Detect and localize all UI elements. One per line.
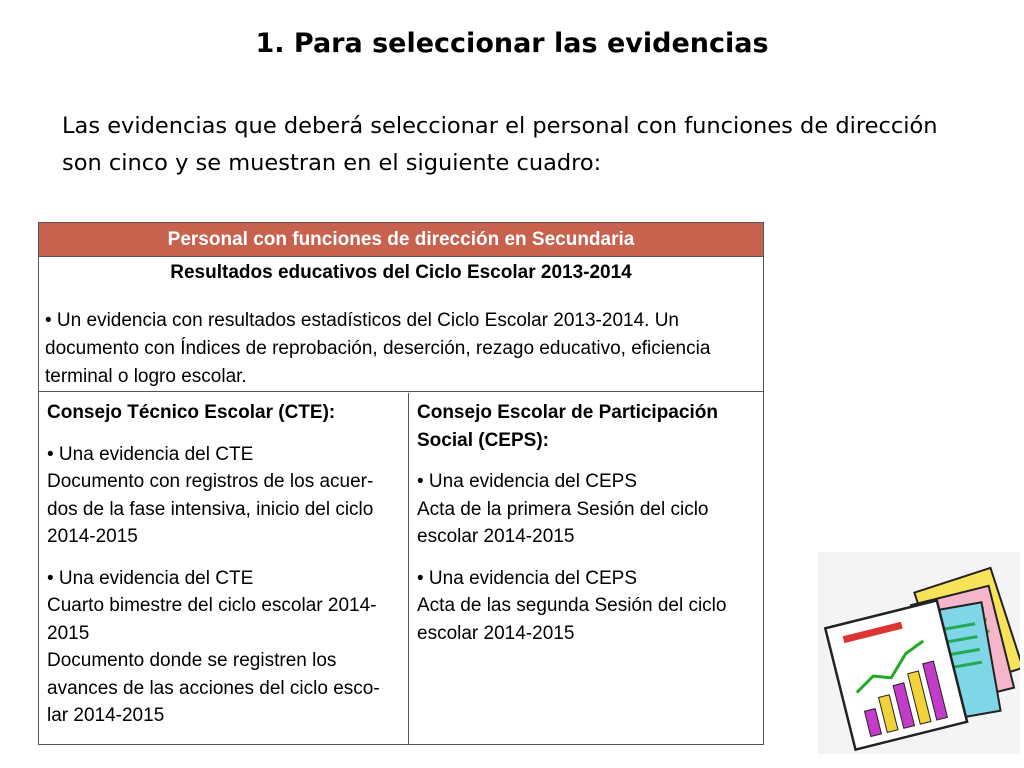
intro-paragraph: Las evidencias que deberá seleccionar el personal con funciones de dirección son cinco y se muestran en el siguiente cuadro: xyxy=(62,113,938,176)
cte-item-1-title: • Una evidencia del CTE xyxy=(47,443,254,465)
slide-title: 1. Para seleccionar las evidencias xyxy=(255,28,769,59)
cte-item-2-title: • Una evidencia del CTE xyxy=(47,567,254,589)
cte-heading: Consejo Técnico Escolar (CTE): xyxy=(47,402,336,423)
report-charts-icon xyxy=(818,552,1020,754)
table-header: Personal con funciones de dirección en Secundaria xyxy=(39,223,763,257)
cte-item-2 xyxy=(47,565,400,730)
cte-column xyxy=(39,393,409,744)
evidence-table xyxy=(38,222,764,745)
ceps-item-1-title: • Una evidencia del CEPS xyxy=(417,471,637,492)
cte-item-2-text: Cuarto bimestre del ciclo escolar 2014-2015 xyxy=(47,595,377,644)
ceps-item-2-text: Acta de las segunda Sesión del ciclo escolar 2014-2015 xyxy=(417,595,727,644)
ceps-item-2 xyxy=(417,565,755,648)
results-subtitle: Resultados educativos del Ciclo Escolar 2013-2014 xyxy=(170,262,632,283)
cte-item-1 xyxy=(47,441,400,551)
ceps-column xyxy=(409,393,763,744)
ceps-heading: Consejo Escolar de Participación Social (CEPS): xyxy=(417,402,718,451)
ceps-item-1-text: Acta de la primera Sesión del ciclo escolar 2014-2015 xyxy=(417,498,709,547)
cte-item-2-text-2: Documento donde se registren los avances de las acciones del ciclo esco-lar 2014-2015 xyxy=(47,650,380,726)
results-bullet: • Un evidencia con resultados estadísticos del Ciclo Escolar 2013-2014. Un documento con Índices de reprobación, deserción, rezago educativo, eficiencia terminal o logro escolar. xyxy=(45,310,711,387)
cte-item-1-text: Documento con registros de los acuer-dos de la fase intensiva, inicio del ciclo 2014-2015 xyxy=(47,471,374,547)
results-section xyxy=(39,257,763,392)
ceps-item-1 xyxy=(417,468,755,551)
ceps-item-2-title: • Una evidencia del CEPS xyxy=(417,567,637,589)
